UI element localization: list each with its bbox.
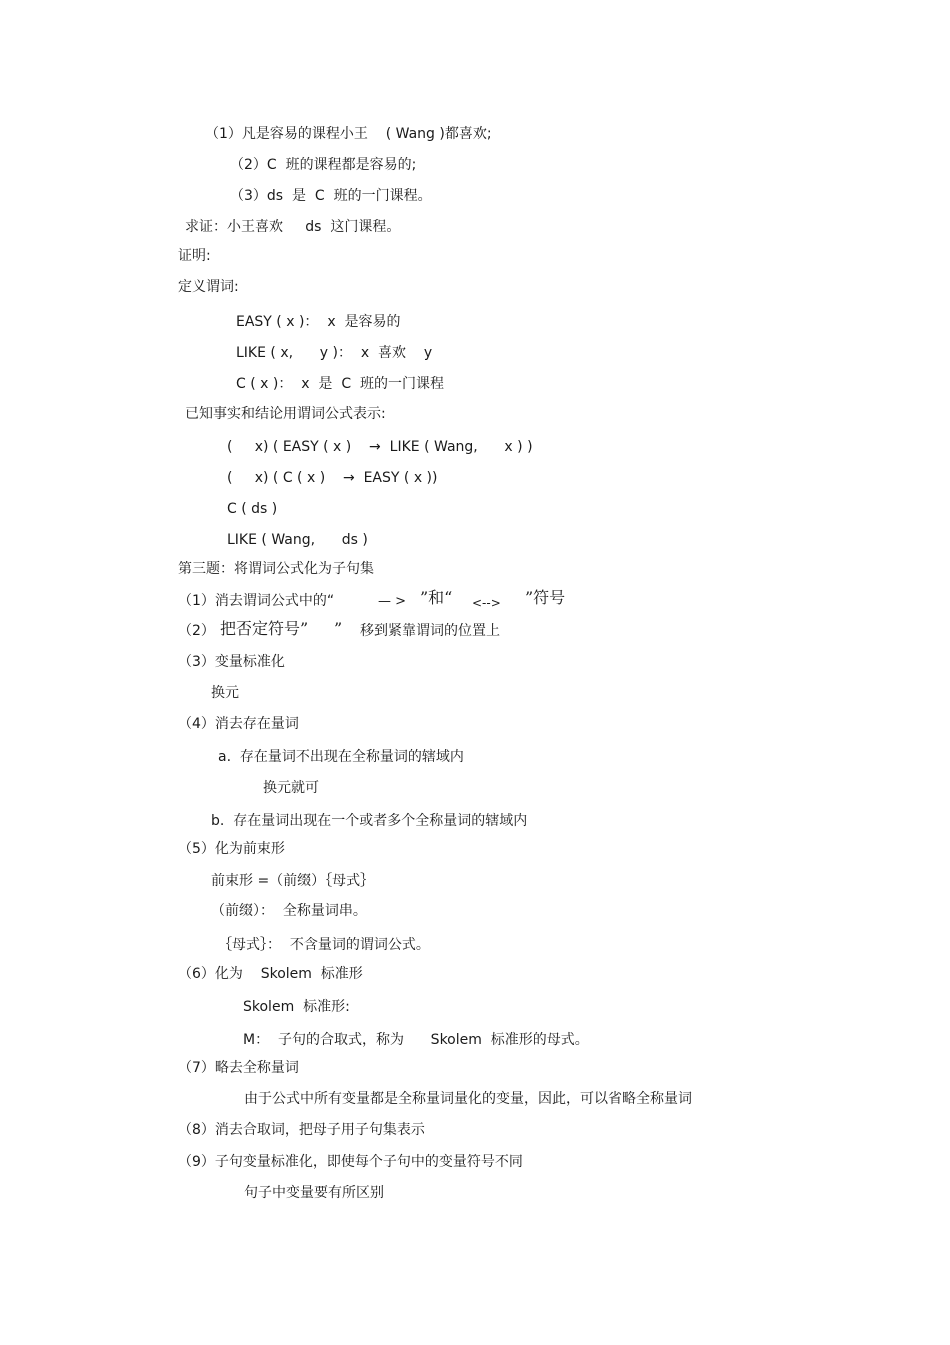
step-3-note: 换元: [211, 685, 239, 701]
section-title: 第三题：将谓词公式化为子句集: [178, 561, 374, 577]
proof-label: 证明:: [178, 248, 211, 264]
predicate-like: LIKE ( x, y )： x 喜欢 y: [236, 345, 433, 361]
step-8: （8）消去合取词，把母子用子句集表示: [178, 1122, 425, 1138]
step-7-1: 由于公式中所有变量都是全称量词量化的变量，因此，可以省略全称量词: [244, 1091, 692, 1107]
step-2-d: 移到紧靠谓词的位置上: [360, 623, 500, 639]
given-item-1: （1）凡是容易的课程小王 ( Wang )都喜欢;: [205, 126, 492, 142]
step-4-a: a. 存在量词不出现在全称量词的辖域内: [218, 749, 464, 765]
step-6-1: Skolem 标准形:: [243, 999, 350, 1015]
step-1-c: ”和“: [420, 588, 453, 607]
step-4: （4）消去存在量词: [178, 716, 299, 732]
predicate-c: C ( x )： x 是 C 班的一门课程: [236, 376, 444, 392]
given-item-3: （3）ds 是 C 班的一门课程。: [230, 188, 432, 204]
step-2-c: ”: [334, 619, 343, 638]
step-4-a-note: 换元就可: [263, 780, 319, 796]
step-9: （9）子句变量标准化，即使每个子句中的变量符号不同: [178, 1154, 523, 1170]
step-1-d: <-->: [472, 596, 501, 610]
formula-2: ( x) ( C ( x ) → EASY ( x )): [227, 470, 438, 486]
step-1-b: — >: [378, 594, 407, 609]
step-1-a: （1）消去谓词公式中的“: [178, 593, 335, 609]
step-4-b: b. 存在量词出现在一个或者多个全称量词的辖域内: [211, 813, 528, 829]
step-5-1: 前束形 =（前缀）｛母式｝: [211, 873, 375, 889]
facts-label: 已知事实和结论用谓词公式表示:: [185, 406, 386, 422]
formula-4: LIKE ( Wang, ds ): [227, 532, 368, 548]
step-9-1: 句子中变量要有所区别: [244, 1185, 384, 1201]
formula-3: C ( ds ): [227, 501, 278, 517]
step-5-2: （前缀）： 全称量词串。: [211, 903, 367, 919]
step-3: （3）变量标准化: [178, 654, 285, 670]
step-5-3: ｛母式｝： 不含量词的谓词公式。: [218, 937, 430, 953]
step-6: （6）化为 Skolem 标准形: [178, 966, 363, 982]
step-2-a: （2）: [178, 623, 215, 639]
step-5: （5）化为前束形: [178, 841, 285, 857]
step-6-2: M： 子句的合取式，称为 Skolem 标准形的母式。: [243, 1032, 589, 1048]
prove-statement: 求证：小王喜欢 ds 这门课程。: [185, 219, 401, 235]
given-item-2: （2）C 班的课程都是容易的;: [230, 157, 417, 173]
step-1-e: ”符号: [525, 588, 566, 607]
step-2-b: 把否定符号”: [220, 619, 309, 638]
formula-1: ( x) ( EASY ( x ) → LIKE ( Wang, x ) ): [227, 439, 533, 455]
define-label: 定义谓词:: [178, 279, 239, 295]
predicate-easy: EASY ( x )： x 是容易的: [236, 314, 401, 330]
step-7: （7）略去全称量词: [178, 1060, 299, 1076]
